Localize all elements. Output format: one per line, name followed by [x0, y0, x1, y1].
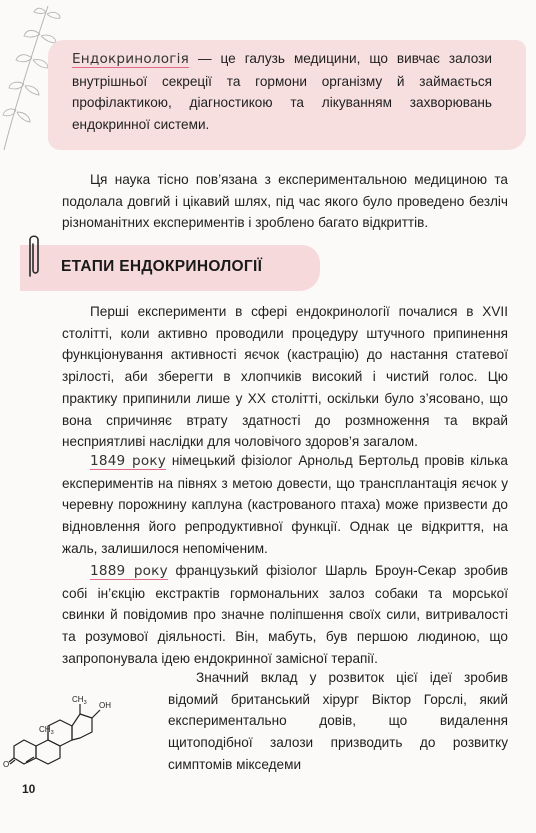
oh-label: OH — [99, 701, 111, 710]
paragraph-1849 — [62, 450, 508, 560]
ch3-label-left: $CH_3$ — [39, 725, 54, 736]
paragraph-text: французький фізіолог Шарль Броун-Секар зробив собі ін’єкцію екстрактів гормональних залоз собаки та морської свинки й повідомив про значне поліпшення своїх сили, витривалості та розумової діяльності. Він, мабуть, був першою людиною, що запропонувала ідею ендокринної замісної терапії. — [62, 563, 508, 666]
paragraph-1889 — [62, 560, 508, 670]
year-1889: 1889 року — [90, 563, 168, 579]
definition-term: Ендокринологія — [72, 51, 189, 67]
testosterone-molecule-diagram — [2, 668, 152, 768]
year-1849: 1849 року — [90, 453, 166, 469]
definition-body: — це галузь медицини, що вивчає залози внутрішньої секреції та гормони організму й займається профілактикою, діагностикою та лікуванням захворювань ендокринної системи. — [72, 51, 492, 132]
paperclip-icon — [24, 232, 44, 282]
paragraph-text: Значний вклад у розвиток цієї ідеї зробив відомий британський хірург Віктор Горслі, який експериментально довів, що видалення щитоподібної залози призводить до розвитку симптомів мікседеми — [168, 670, 508, 772]
section-title: ЕТАПИ ЕНДОКРИНОЛОГІЇ — [61, 258, 263, 275]
ch3-label-top: $CH_3$ — [72, 695, 87, 706]
definition-text — [72, 48, 492, 135]
paragraph-castration — [62, 301, 508, 453]
intro-paragraph: Ця наука тісно пов’язана з експериментальною медициною та подолала довгий і цікавий шлях, під час якого було проведено безліч різноманітних експериментів і зроблено багато відкриттів. — [62, 172, 508, 231]
paragraph-horsley — [168, 667, 508, 776]
oxygen-label: O — [3, 760, 10, 768]
paragraph-text: німецький фізіолог Арнольд Бертольд провів кілька експериментів на півнях з метою довести, що трансплантація яєчок у черевну порожнину каплуна (кастрованого птаха) може призвести до відновлення його репродуктивної функції. Однак це відкриття, на жаль, залишилося непоміченим. — [62, 453, 508, 556]
paragraph-text: Перші експерименти в сфері ендокринології почалися в XVII столітті, коли активно проводили процедуру штучного припинення функціонування активності яєчок (кастрацію) до настання статевої зрілості, аби зберегти в хлопчиків високий і чистий голос. Цю практику припинили лише у XX столітті, оскільки було з’ясовано, що вона спричиняє втрату здатності до розмноження та вкрай несприятливі наслідки для чоловічого здоров’я загалом. — [62, 304, 508, 450]
page-number: 10 — [22, 782, 36, 796]
